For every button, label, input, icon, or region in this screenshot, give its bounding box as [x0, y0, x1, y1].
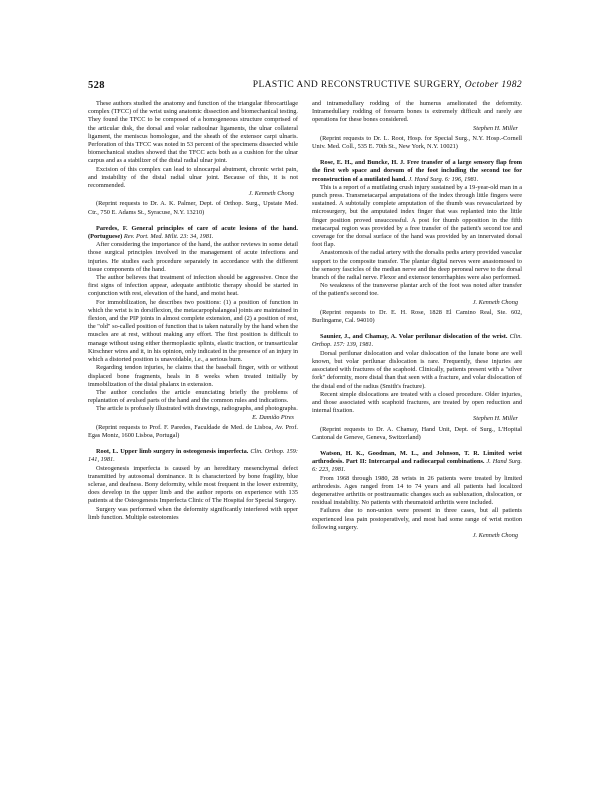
entry-title-text: Paredes, F. General principles of care of acute lesions of the hand. (Portuguese) [88, 224, 298, 241]
reprint-request: (Reprint requests to Dr. L. Root, Hosp. for Special Surg., N.Y. Hosp.-Cornell Univ. Med. Coll., 535 E. 70th St., New York, N.Y. 10021) [312, 134, 522, 151]
entry-title-text: Root, L. Upper limb surgery in osteogenesis imperfecta. [96, 448, 249, 456]
entry-title-saunier [312, 333, 522, 349]
entry-title-text: Saunier, J., and Chamay, A. Volar perilunar dislocation of the wrist. [320, 333, 508, 341]
abstract-paragraph: Regarding tendon injuries, he claims that the baseball finger, with or without displaced bone fragments, heals in 8 weeks when treated initially by immobilization of the distal phalanx in extension. [88, 364, 298, 388]
reviewer-signature: Stephen H. Miller [473, 415, 518, 423]
abstract-paragraph: Excision of this complex can lead to ulnocarpal abutment, chronic wrist pain, and instability of the distal radial ulnar joint. Because of this, it is not recommended. [88, 165, 298, 190]
abstract-paragraph: The author concludes the article enunciating briefly the problems of replantation of avulsed parts of the hand and the common rules and indications. [88, 388, 298, 405]
entry-citation: J. Hand Surg. 6: 196, 1981. [408, 175, 479, 183]
reprint-request: (Reprint requests to Dr. E. H. Rose, 1828 El Camino Real, Ste. 602, Burlingame, Cal. 94010) [312, 308, 522, 325]
reviewer-signature: E. Damião Pires [252, 413, 294, 421]
entry-citation: Clin. Orthop. 159: 141, 1981. [88, 448, 298, 464]
reprint-request: (Reprint requests to Prof. F. Paredes, Faculdade de Med. de Lisboa, Av. Prof. Egas Moniz, 1600 Lisboa, Portugal) [88, 423, 298, 439]
page-number: 528 [88, 80, 105, 91]
abstract-paragraph: This is a report of a mutilating crush injury sustained by a 19-year-old man in a punch press. Transmetacarpal amputations of the index through little fingers were sustained. A subtotally complete amputation of the thumb was revascularized by microsurgery, but the amputated index finger that was replanted into the little finger position proved unsuccessful. A post for thumb opposition in the fifth metacarpal region was provided by a free transfer of the patient's second toe and coverage for the dorsal surface of the hand was provided by an innervated dorsal foot flap. [312, 183, 522, 249]
reviewer-signature: J. Kenneth Chong [248, 190, 294, 198]
abstract-paragraph: Dorsal perilunar dislocation and volar dislocation of the lunate bone are well known, but volar perilunar dislocation is rare. Frequently, these injuries are associated with fractures of the scaphoid. Clinically, patients present with a "silver fork" deformity, more distal than that seen with a fracture, and volar dislocation of the distal end of the radius (Smith's fracture). [312, 349, 522, 390]
abstract-paragraph: The article is profusely illustrated with drawings, radiographs, and photographs. [96, 405, 298, 413]
entry-citation: Rev. Port. Med. Milit. 23: 34, 1981. [123, 233, 214, 241]
abstract-paragraph: Surgery was performed when the deformity significantly interfered with upper limb function. Multiple osteotomies [88, 505, 298, 521]
abstract-paragraph: Recent simple dislocations are treated with a closed procedure. Older injuries, and those associated with scaphoid fractures, are treated by open reduction and internal fixation. [312, 390, 522, 415]
reprint-request: (Reprint requests to Dr. A. Chamay, Hand Unit, Dept. of Surg., L'Hopital Cantonal de Geneve, Geneva, Switzerland) [312, 425, 522, 441]
entry-citation: J. Hand Surg. 6: 223, 1981. [312, 458, 523, 474]
journal-title: PLASTIC AND RECONSTRUCTIVE SURGERY, [252, 80, 462, 90]
reviewer-signature: J. Kenneth Chong [472, 531, 518, 539]
page-header [88, 80, 522, 94]
right-column [312, 100, 522, 542]
issue-date: October 1982 [464, 80, 522, 90]
abstract-paragraph: The author believes that treatment of infection should be aggressive. Once the first signs of infection appear, adequate antibiotic therapy should be started in conjunction with rest, elevation of the hand, and moist heat. [88, 274, 298, 298]
reviewer-signature: Stephen H. Miller [473, 124, 518, 132]
abstract-paragraph: Anastomosis of the radial artery with the dorsalis pedis artery provided vascular support to the composite transfer. The plantar digital nerves were anastomosed to the sensory fascicles of the median nerve and the deep peroneal nerve to the dorsal branch of the radial nerve. Flexor and extensor tenorrhaphies were also performed. [312, 249, 522, 282]
entry-title-root [88, 448, 298, 464]
left-column [88, 100, 298, 522]
abstract-paragraph: Osteogenesis imperfecta is caused by an hereditary mesenchymal defect transmitted by autosomal dominance. It is characterized by bone fragility, blue sclerae, and deafness. Bony deformity, while most frequent in the lower extremity, does develop in the upper limb and the author reports on experience with 135 patients at the Osteogenesis Imperfecta Clinic of The Hospital for Special Surgery. [88, 464, 298, 505]
entry-title-text: Watson, H. K., Goodman, M. L., and Johnson, T. R. Limited wrist arthrodesis. Part II: Intercarpal and radiocarpal combinations. [312, 449, 522, 466]
entry-title-paredes [88, 225, 298, 241]
abstract-paragraph: Failures due to non-union were present in three cases, but all patients experienced less pain postoperatively, and most had some range of wrist motion following surgery. [312, 507, 522, 531]
abstract-paragraph: and intramedullary rodding of the humerus ameliorated the deformity. Intramedullary rodding of forearm bones is extremely difficult and rarely are operations for these bones considered. [312, 100, 522, 124]
abstract-paragraph: No weakness of the transverse plantar arch of the foot was noted after transfer of the patient's second toe. [312, 282, 522, 298]
entry-title-rose [312, 159, 522, 184]
running-head [253, 80, 522, 90]
entry-citation: Clin. Orthop. 157: 139, 1981. [312, 333, 522, 349]
abstract-paragraph: For immobilization, he describes two positions: (1) a position of function in which the wrist is in dorsiflexion, the metacarpophalangeal joints are maintained in flexion, and the PIP joints in almost complete extension, and (2) a position of rest, the "old" so-called position of function that is taken naturally by the hand when the muscles are at rest, without making any effort. The first position is difficult to manage without using either thermoplastic splints, elastic traction, or transarticular Kirschner wires and it, in his opinion, only indicated in the presence of an injury in which a distorted position is unavoidable, i.e., a serious burn. [88, 298, 298, 364]
abstract-paragraph: From 1968 through 1980, 28 wrists in 26 patients were treated by limited arthrodesis. Ages ranged from 14 to 74 years and all patients had localized degenerative arthritis or posttraumatic changes such as subluxation, dislocation, or residual instability. No patients with rheumatoid arthritis were included. [312, 474, 522, 507]
abstract-paragraph: After considering the importance of the hand, the author reviews in some detail those surgical principles involved in the management of acute infections and injuries. He studies each procedure separately in accordance with the different tissue components of the hand. [88, 241, 298, 273]
reviewer-signature: J. Kenneth Chong [472, 298, 518, 306]
entry-title-watson [312, 450, 522, 475]
reprint-request: (Reprint requests to Dr. A. K. Palmer, Dept. of Orthop. Surg., Upstate Med. Ctr., 750 E. Adams St., Syracuse, N.Y. 13210) [88, 200, 298, 216]
abstract-paragraph: These authors studied the anatomy and function of the triangular fibrocartilage complex (TFCC) of the wrist using anatomic dissection and biomechanical testing. They found the TFCC to be composed of a homogeneous structure comprised of the articular disk, the dorsal and volar radioulnar ligaments, the ulnar collateral ligament, the meniscus homologue, and the sheath of the extensor carpi ulnaris. Perforation of this TFCC was noted in 53 percent of the specimens dissected while biomechanical studies showed that the TFCC acts both as a cushion for the ulnar carpus and as a stabilizer of the distal radial ulnar joint. [88, 100, 298, 165]
entry-title-text: Rose, E. H., and Buncke, H. J. Free transfer of a large sensory flap from the first web space and dorsum of the foot including the second toe for reconstruction of a mutilated hand. [312, 159, 522, 183]
